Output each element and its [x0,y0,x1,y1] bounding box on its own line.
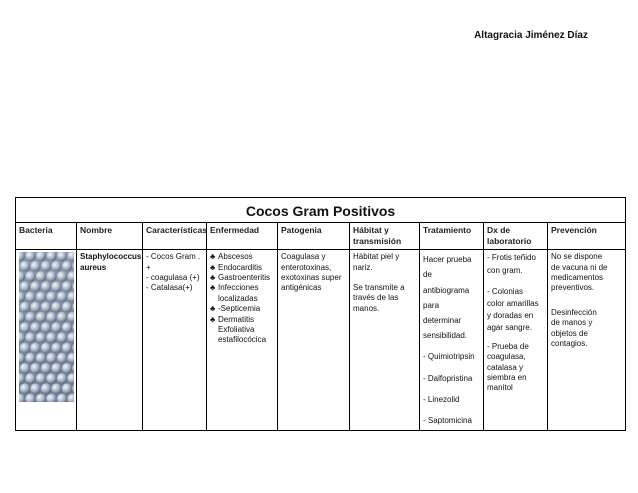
header-row [16,223,626,250]
enfermedad-cell [207,250,278,431]
header-tratamiento: Tratamiento [420,223,484,250]
tratamiento-drug: - Dalfopristina [423,373,473,383]
club-bullet-icon: ♣ [210,283,216,293]
habitat-text: Hábitat piel y nariz. [353,252,400,272]
nombre-cell: Staphylococcus aureus [77,250,143,431]
prevencion-cell [548,250,626,431]
enfermedad-item: ♣ Abscesos [210,252,253,262]
tratamiento-drug: - Linezolid [423,394,460,404]
tratamiento-text: Hacer prueba de antibiograma para determinar sensibilidad. [423,255,472,341]
club-bullet-icon: ♣ [210,304,216,314]
table-title: Cocos Gram Positivos [16,198,626,223]
table-row [16,250,626,431]
enfermedad-item: ♣ Gastroenteritis [210,273,271,283]
prevencion-item: Desinfección de manos y objetos de contagios. [551,307,597,349]
club-bullet-icon: ♣ [210,273,216,283]
dx-item: - Prueba de coagulasa, catalasa y siembra en manitol [487,341,529,393]
tratamiento-drug: - Quimiotripsin [423,352,475,362]
header-caracteristicas: Características [143,223,207,250]
header-bacteria: Bacteria [16,223,77,250]
enfermedad-item: ♣ Infecciones localizadas [210,283,259,303]
header-dx: Dx de laboratorio [484,223,548,250]
tratamiento-drug: - Saptomicina [423,415,472,425]
header-habitat: Hábitat y transmisión [350,223,420,250]
header-prevencion: Prevención [548,223,626,250]
habitat-cell [350,250,420,431]
bacteria-image-cell [16,250,77,431]
header-patogenia: Patogenia [278,223,350,250]
dx-cell [484,250,548,431]
bacteria-table [15,197,626,431]
patogenia-cell: Coagulasa y enterotoxinas, exotoxinas super antigénicas [278,250,350,431]
header-enfermedad: Enfermedad [207,223,278,250]
caracteristicas-cell: - Cocos Gram . + - coagulasa (+) - Catalasa(+) [143,250,207,431]
author-name: Altagracia Jiménez Díaz [474,30,588,41]
prevencion-item: No se dispone de vacuna ni de medicamentos preventivos. [551,252,608,293]
transmision-text: Se transmite a través de las manos. [353,283,405,313]
tratamiento-cell [420,250,484,431]
enfermedad-item: ♣ -Septicemia [210,304,261,314]
enfermedad-item: ♣ Dermatitis Exfoliativa estafilocócica [210,314,267,345]
staphylococcus-image [19,252,74,402]
enfermedad-item: ♣ Endocarditis [210,262,263,272]
club-bullet-icon: ♣ [210,262,216,272]
club-bullet-icon: ♣ [210,314,216,324]
header-nombre: Nombre [77,223,143,250]
dx-item: - Frotis teñido con gram. [487,253,536,276]
club-bullet-icon: ♣ [210,252,216,262]
dx-item: - Colonias color amarillas y doradas en agar sangre. [487,286,539,332]
